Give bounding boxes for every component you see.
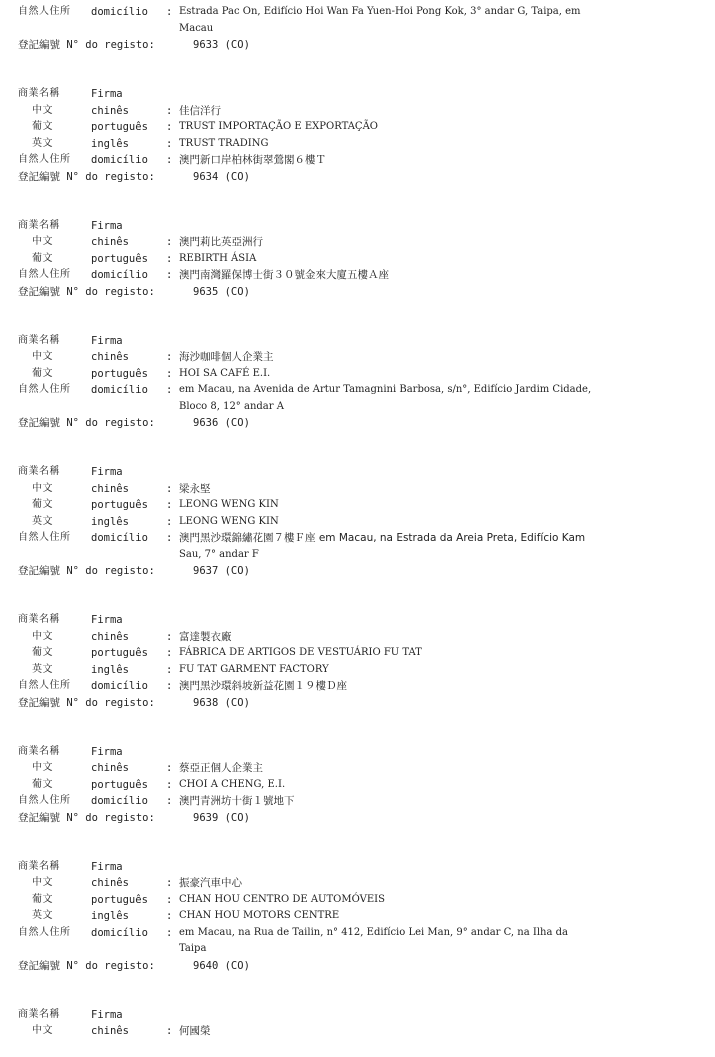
field-value-continued: Bloco 8, 12° andar A [179,400,284,412]
label-pt: inglês [91,910,129,922]
colon: : [166,137,173,150]
domicilio-continued-line [0,21,715,37]
colon: : [166,680,173,692]
colon: : [166,482,173,495]
colon: : [166,1025,173,1037]
label-zh: 中文 [32,762,53,773]
label-zh: 商業名稱 [18,466,60,477]
label-pt: chinês [91,630,129,643]
chines-line [0,875,715,891]
ingles-line [0,662,715,678]
label-zh: 自然人住所 [18,680,71,691]
colon: : [166,154,173,166]
colon: : [166,252,173,265]
label-pt: domicílio [91,926,148,939]
registo-line [0,415,715,431]
colon: : [166,269,173,281]
label-zh: 商業名稱 [18,614,60,625]
field-value: em Macau, na Rua de Tailin, n° 412, Edifício Lei Man, 9° andar C, na Ilha da [179,926,568,938]
field-value: 澳門新口岸柏林街翠鶯閣６樓Ｔ [179,154,326,166]
label-pt: chinês [91,236,129,248]
registo-number: 9634 (CO) [193,170,250,183]
registo-number: 9633 (CO) [193,39,250,51]
colon: : [166,236,173,248]
portugues-line [0,366,715,382]
field-value: 澳門黑沙環錦繡花園７樓Ｆ座 em Macau, na Estrada da Areia Preta, Edifício Kam [179,532,586,544]
registo-number: 9636 (CO) [193,417,250,429]
field-value: Estrada Pac On, Edifício Hoi Wan Fa Yuen-Hoi Pong Kok, 3° andar G, Taipa, em [179,6,581,17]
label-pt: domicílio [91,532,148,544]
colon: : [166,367,173,380]
field-value: em Macau, na Avenida de Artur Tamagnini Barbosa, s/n°, Edifício Jardim Cidade, [179,384,592,395]
chines-line [0,103,715,119]
colon: : [166,6,173,18]
field-value: HOI SA CAFÉ E.I. [179,367,271,379]
label-zh: 中文 [32,482,53,494]
label-pt: inglês [91,137,129,150]
field-value: CHAN HOU CENTRO DE AUTOMÓVEIS [179,893,385,905]
label-zh: 自然人住所 [18,154,71,165]
field-value: 富達製衣廠 [179,630,232,643]
registo-line [0,37,715,53]
label-pt: Firma [91,334,123,347]
ingles-line [0,136,715,152]
label-pt: português [91,778,148,791]
registo-line [0,563,715,579]
label-zh: 商業名稱 [18,745,60,757]
registo-label: 登記編號 N° do registo: [18,696,155,709]
field-value: FÁBRICA DE ARTIGOS DE VESTUÁRIO FU TAT [179,647,422,658]
label-pt: Firma [91,219,123,232]
field-value: 何國榮 [179,1025,211,1037]
field-value: 澳門青洲坊十街１號地下 [179,795,295,807]
label-pt: domicílio [91,154,148,166]
portugues-line [0,892,715,908]
colon: : [166,910,173,922]
field-value: FU TAT GARMENT FACTORY [179,663,329,675]
label-zh: 英文 [32,137,53,149]
colon: : [166,121,173,133]
registo-label: 登記編號 N° do registo: [18,565,155,577]
colon: : [166,532,173,544]
registo-line [0,284,715,300]
field-value: CHOI A CHENG, E.I. [179,778,286,790]
colon: : [166,877,173,889]
colon: : [166,104,173,117]
colon: : [166,778,173,791]
field-value: 梁永堅 [179,482,211,495]
label-pt: domicílio [91,795,148,807]
chines-line [0,481,715,497]
colon: : [166,515,173,528]
label-zh: 葡文 [32,893,53,905]
label-zh: 葡文 [32,499,53,510]
label-zh: 商業名稱 [18,334,60,346]
firma-heading [0,612,715,628]
field-value: 佳信洋行 [179,104,221,117]
label-pt: Firma [91,745,123,758]
registo-line [0,169,715,185]
registo-number: 9635 (CO) [193,285,250,298]
domicilio-continued-line [0,547,715,563]
colon: : [166,795,173,807]
label-pt: domicílio [91,680,148,692]
label-zh: 葡文 [32,252,53,264]
domicilio-line [0,530,715,546]
domicilio-line [0,925,715,941]
chines-line [0,349,715,365]
field-value: TRUST IMPORTAÇÃO E EXPORTAÇÃO [179,121,378,132]
portugues-line [0,497,715,513]
label-zh: 中文 [32,104,53,116]
chines-line [0,1023,715,1039]
firma-heading [0,86,715,102]
field-value: REBIRTH ÁSIA [179,252,257,264]
label-zh: 中文 [32,630,53,642]
label-pt: português [91,367,148,380]
label-pt: chinês [91,1025,129,1037]
registo-number: 9638 (CO) [193,696,250,709]
chines-line [0,760,715,776]
label-zh: 自然人住所 [18,926,71,938]
label-zh: 中文 [32,1025,53,1036]
field-value: 澳門南灣羅保博士街３０號金來大廈五樓Ａ座 [179,269,389,281]
field-value: 澳門莉比英亞洲行 [179,236,263,248]
label-zh: 葡文 [32,647,53,658]
registo-label: 登記編號 N° do registo: [18,170,155,183]
registo-label: 登記編號 N° do registo: [18,811,155,824]
domicilio-line [0,793,715,809]
colon: : [166,351,173,363]
colon: : [166,499,173,511]
colon: : [166,893,173,906]
label-zh: 葡文 [32,778,53,790]
label-pt: português [91,121,148,133]
label-zh: 商業名稱 [18,860,60,872]
firma-heading [0,218,715,234]
firma-heading [0,744,715,760]
label-pt: português [91,893,148,906]
field-value: 振豪汽車中心 [179,877,242,889]
label-pt: chinês [91,482,129,495]
label-zh: 自然人住所 [18,795,71,806]
domicilio-line [0,382,715,398]
firma-heading [0,859,715,875]
label-pt: português [91,252,148,265]
label-pt: Firma [91,88,123,100]
label-pt: domicílio [91,6,148,18]
registo-number: 9639 (CO) [193,811,250,824]
registo-number: 9640 (CO) [193,959,250,972]
portugues-line [0,777,715,793]
field-value: TRUST TRADING [179,137,269,149]
label-pt: português [91,647,148,659]
label-pt: chinês [91,351,129,363]
label-zh: 自然人住所 [18,6,71,17]
domicilio-line [0,4,715,20]
label-zh: 商業名稱 [18,219,60,231]
ingles-line [0,908,715,924]
label-pt: chinês [91,104,129,117]
label-zh: 英文 [32,910,53,921]
domicilio-line [0,267,715,283]
firma-heading [0,333,715,349]
label-pt: domicílio [91,269,148,281]
field-value: 海沙咖啡個人企業主 [179,351,274,363]
label-zh: 英文 [32,663,53,675]
label-pt: português [91,499,148,511]
chines-line [0,234,715,250]
field-value-continued: Macau [179,22,214,34]
colon: : [166,762,173,774]
domicilio-line [0,152,715,168]
label-zh: 英文 [32,515,53,527]
registo-line [0,958,715,974]
label-zh: 葡文 [32,367,53,379]
label-zh: 商業名稱 [18,88,60,99]
colon: : [166,384,173,396]
label-pt: inglês [91,515,129,528]
field-value: 蔡亞正個人企業主 [179,762,263,774]
registo-label: 登記編號 N° do registo: [18,417,155,429]
field-value-continued: Sau, 7° andar F [179,548,259,560]
label-pt: Firma [91,614,123,626]
field-value: 澳門黑沙環斜坡新益花園１９樓Ｄ座 [179,680,347,692]
field-value: CHAN HOU MOTORS CENTRE [179,910,340,921]
colon: : [166,663,173,676]
firma-heading [0,464,715,480]
field-value: LEONG WENG KIN [179,515,279,527]
registo-number: 9637 (CO) [193,565,250,577]
colon: : [166,630,173,643]
field-value: LEONG WENG KIN [179,499,279,510]
registo-line [0,810,715,826]
registo-label: 登記編號 N° do registo: [18,285,155,298]
label-zh: 中文 [32,351,53,362]
ingles-line [0,514,715,530]
registo-label: 登記編號 N° do registo: [18,39,155,51]
label-zh: 自然人住所 [18,532,71,543]
label-zh: 自然人住所 [18,269,71,280]
portugues-line [0,119,715,135]
label-pt: inglês [91,663,129,676]
label-zh: 葡文 [32,121,53,132]
domicilio-continued-line [0,399,715,415]
chines-line [0,629,715,645]
colon: : [166,647,173,659]
label-pt: domicílio [91,384,148,396]
portugues-line [0,251,715,267]
label-pt: chinês [91,877,129,889]
colon: : [166,926,173,939]
label-pt: chinês [91,762,129,774]
domicilio-continued-line [0,941,715,957]
label-pt: Firma [91,1008,123,1021]
portugues-line [0,645,715,661]
label-zh: 中文 [32,877,53,888]
label-pt: Firma [91,860,123,873]
field-value-continued: Taipa [179,943,207,954]
label-zh: 中文 [32,236,53,247]
label-pt: Firma [91,466,123,478]
label-zh: 商業名稱 [18,1008,60,1020]
label-zh: 自然人住所 [18,384,71,395]
registo-label: 登記編號 N° do registo: [18,959,155,972]
firma-heading [0,1007,715,1023]
domicilio-line [0,678,715,694]
registo-line [0,695,715,711]
